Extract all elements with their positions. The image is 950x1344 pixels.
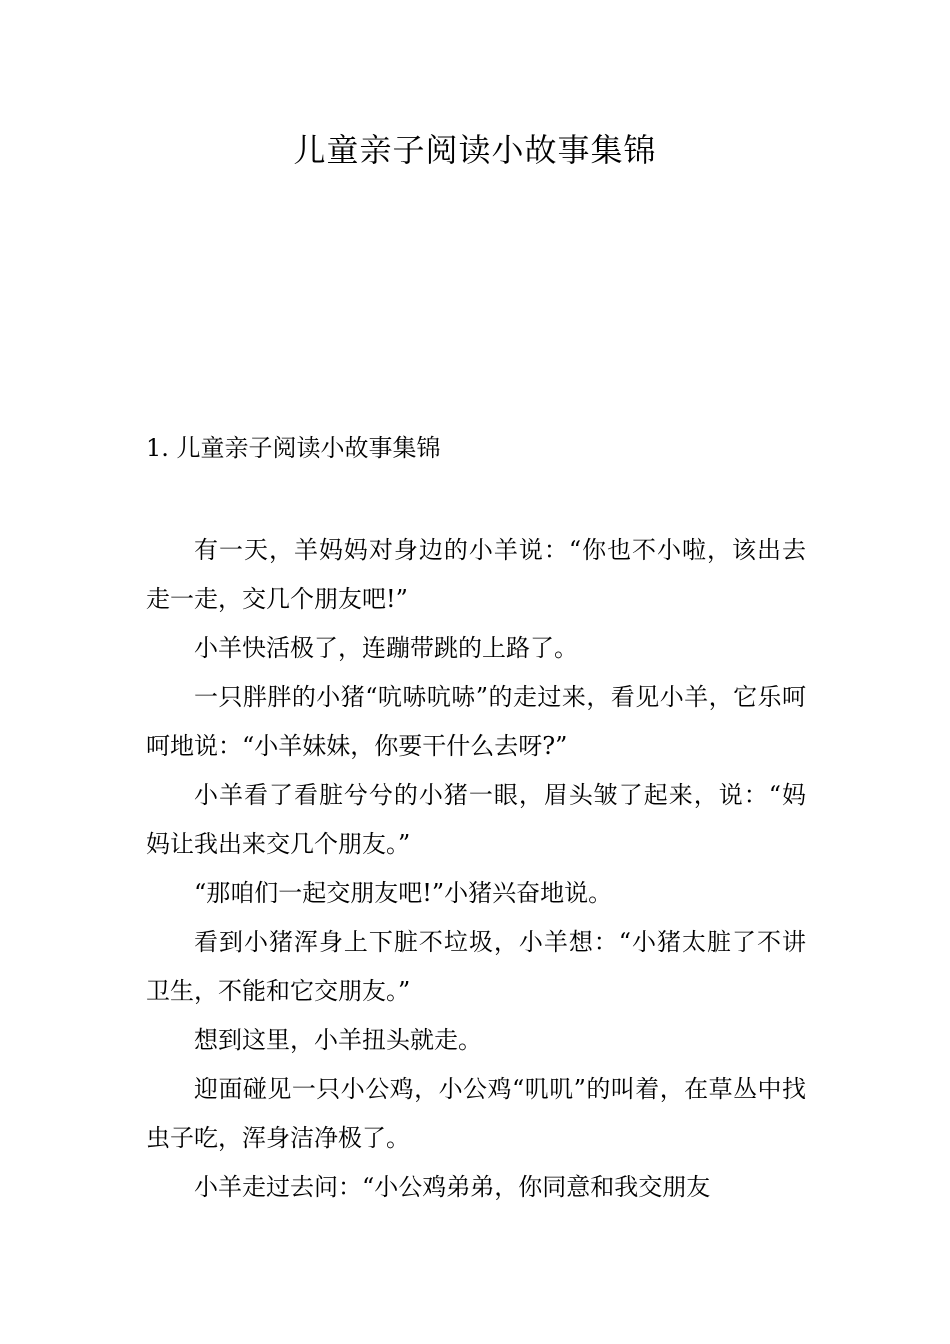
document-title: 儿童亲子阅读小故事集锦 (293, 131, 657, 169)
paragraph: 一只胖胖的小猪“吭哧吭哧”的走过来，看见小羊，它乐呵呵地说：“小羊妹妹，你要干什么去呀?” (146, 683, 806, 760)
paragraph: 有一天，羊妈妈对身边的小羊说：“你也不小啦，该出去走一走，交几个朋友吧!” (146, 536, 806, 613)
paragraph: 小羊快活极了，连蹦带跳的上路了。 (194, 634, 578, 662)
paragraph: “那咱们一起交朋友吧!”小猪兴奋地说。 (194, 879, 613, 907)
paragraph: 小羊看了看脏兮兮的小猪一眼，眉头皱了起来，说：“妈妈让我出来交几个朋友。” (146, 781, 806, 858)
paragraph: 迎面碰见一只小公鸡，小公鸡“叽叽”的叫着，在草丛中找虫子吃，浑身洁净极了。 (146, 1075, 806, 1152)
story-body (146, 526, 806, 1212)
paragraph: 看到小猪浑身上下脏不垃圾，小羊想：“小猪太脏了不讲卫生，不能和它交朋友。” (146, 928, 806, 1005)
section-heading: 1. 儿童亲子阅读小故事集锦 (146, 434, 441, 462)
paragraph: 想到这里，小羊扭头就走。 (194, 1026, 482, 1054)
paragraph: 小羊走过去问：“小公鸡弟弟，你同意和我交朋友 (194, 1173, 711, 1201)
